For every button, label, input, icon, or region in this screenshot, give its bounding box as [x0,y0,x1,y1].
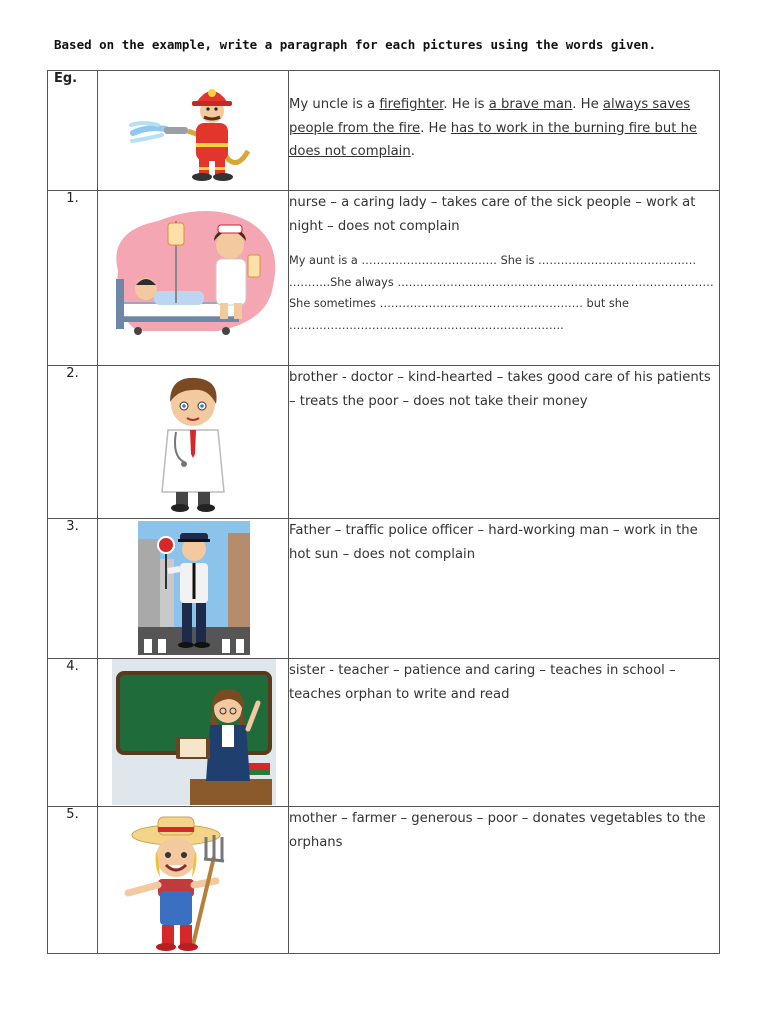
example-answer-duty: always saves people from the fire [289,97,691,136]
example-paragraph [289,93,719,164]
row-words-cell [289,807,720,954]
example-answer-complain: has to work in the burning fire but he does not complain [289,120,698,159]
row-picture-cell [98,807,289,954]
example-picture-cell [98,71,289,191]
row-words: mother – farmer – generous – poor – donates vegetables to the orphans [289,811,706,850]
row-number: 2. [48,366,98,519]
example-text-5: . [410,144,415,159]
row-words: brother - doctor – kind-hearted – takes good care of his patients – treats the poor – does not take their money [289,370,711,409]
row-words-cell [289,519,720,659]
table-row [48,807,720,954]
row-number: 1. [48,191,98,366]
example-text-4: . He [420,120,451,136]
row-number: 5. [48,807,98,954]
row-words: nurse – a caring lady – takes care of the sick people – work at night – does not complain [289,195,696,234]
example-text-3: . He [572,97,603,112]
teacher-illustration [98,659,288,807]
example-answer-job: firefighter [379,97,444,112]
example-answer-trait: a brave man [488,97,573,112]
worksheet-table [47,70,720,954]
example-label: Eg. [48,71,98,191]
table-row [48,659,720,807]
row-fill-in-text: My aunt is a ……………………………… She is …………………………………… ………..She always ………………………………………………………………………… She sometimes ……………………………………………… but she ………………………………………………………………. [289,254,714,332]
row-picture-cell [98,519,289,659]
example-paragraph-cell [289,71,720,191]
doctor-illustration [98,366,288,519]
row-picture-cell [98,191,289,366]
row-words-cell [289,659,720,807]
row-number: 3. [48,519,98,659]
example-text-1: My uncle is a [289,97,380,112]
table-row-example [48,71,720,191]
row-words-cell [289,366,720,519]
row-number: 4. [48,659,98,807]
nurse-illustration [98,191,288,366]
row-picture-cell [98,366,289,519]
instruction-heading: Based on the example, write a paragraph for each pictures using the words given. [54,37,657,52]
traffic-police-illustration [98,519,288,659]
row-picture-cell [98,659,289,807]
table-row [48,191,720,366]
table-row [48,519,720,659]
row-words-cell [289,191,720,366]
row-words: sister - teacher – patience and caring – teaches in school – teaches orphan to write and read [289,663,676,702]
table-row [48,366,720,519]
row-words: Father – traffic police officer – hard-working man – work in the hot sun – does not complain [289,523,698,562]
example-text-2: . He is [443,97,489,112]
farmer-illustration [98,807,288,954]
firefighter-illustration [98,71,288,191]
